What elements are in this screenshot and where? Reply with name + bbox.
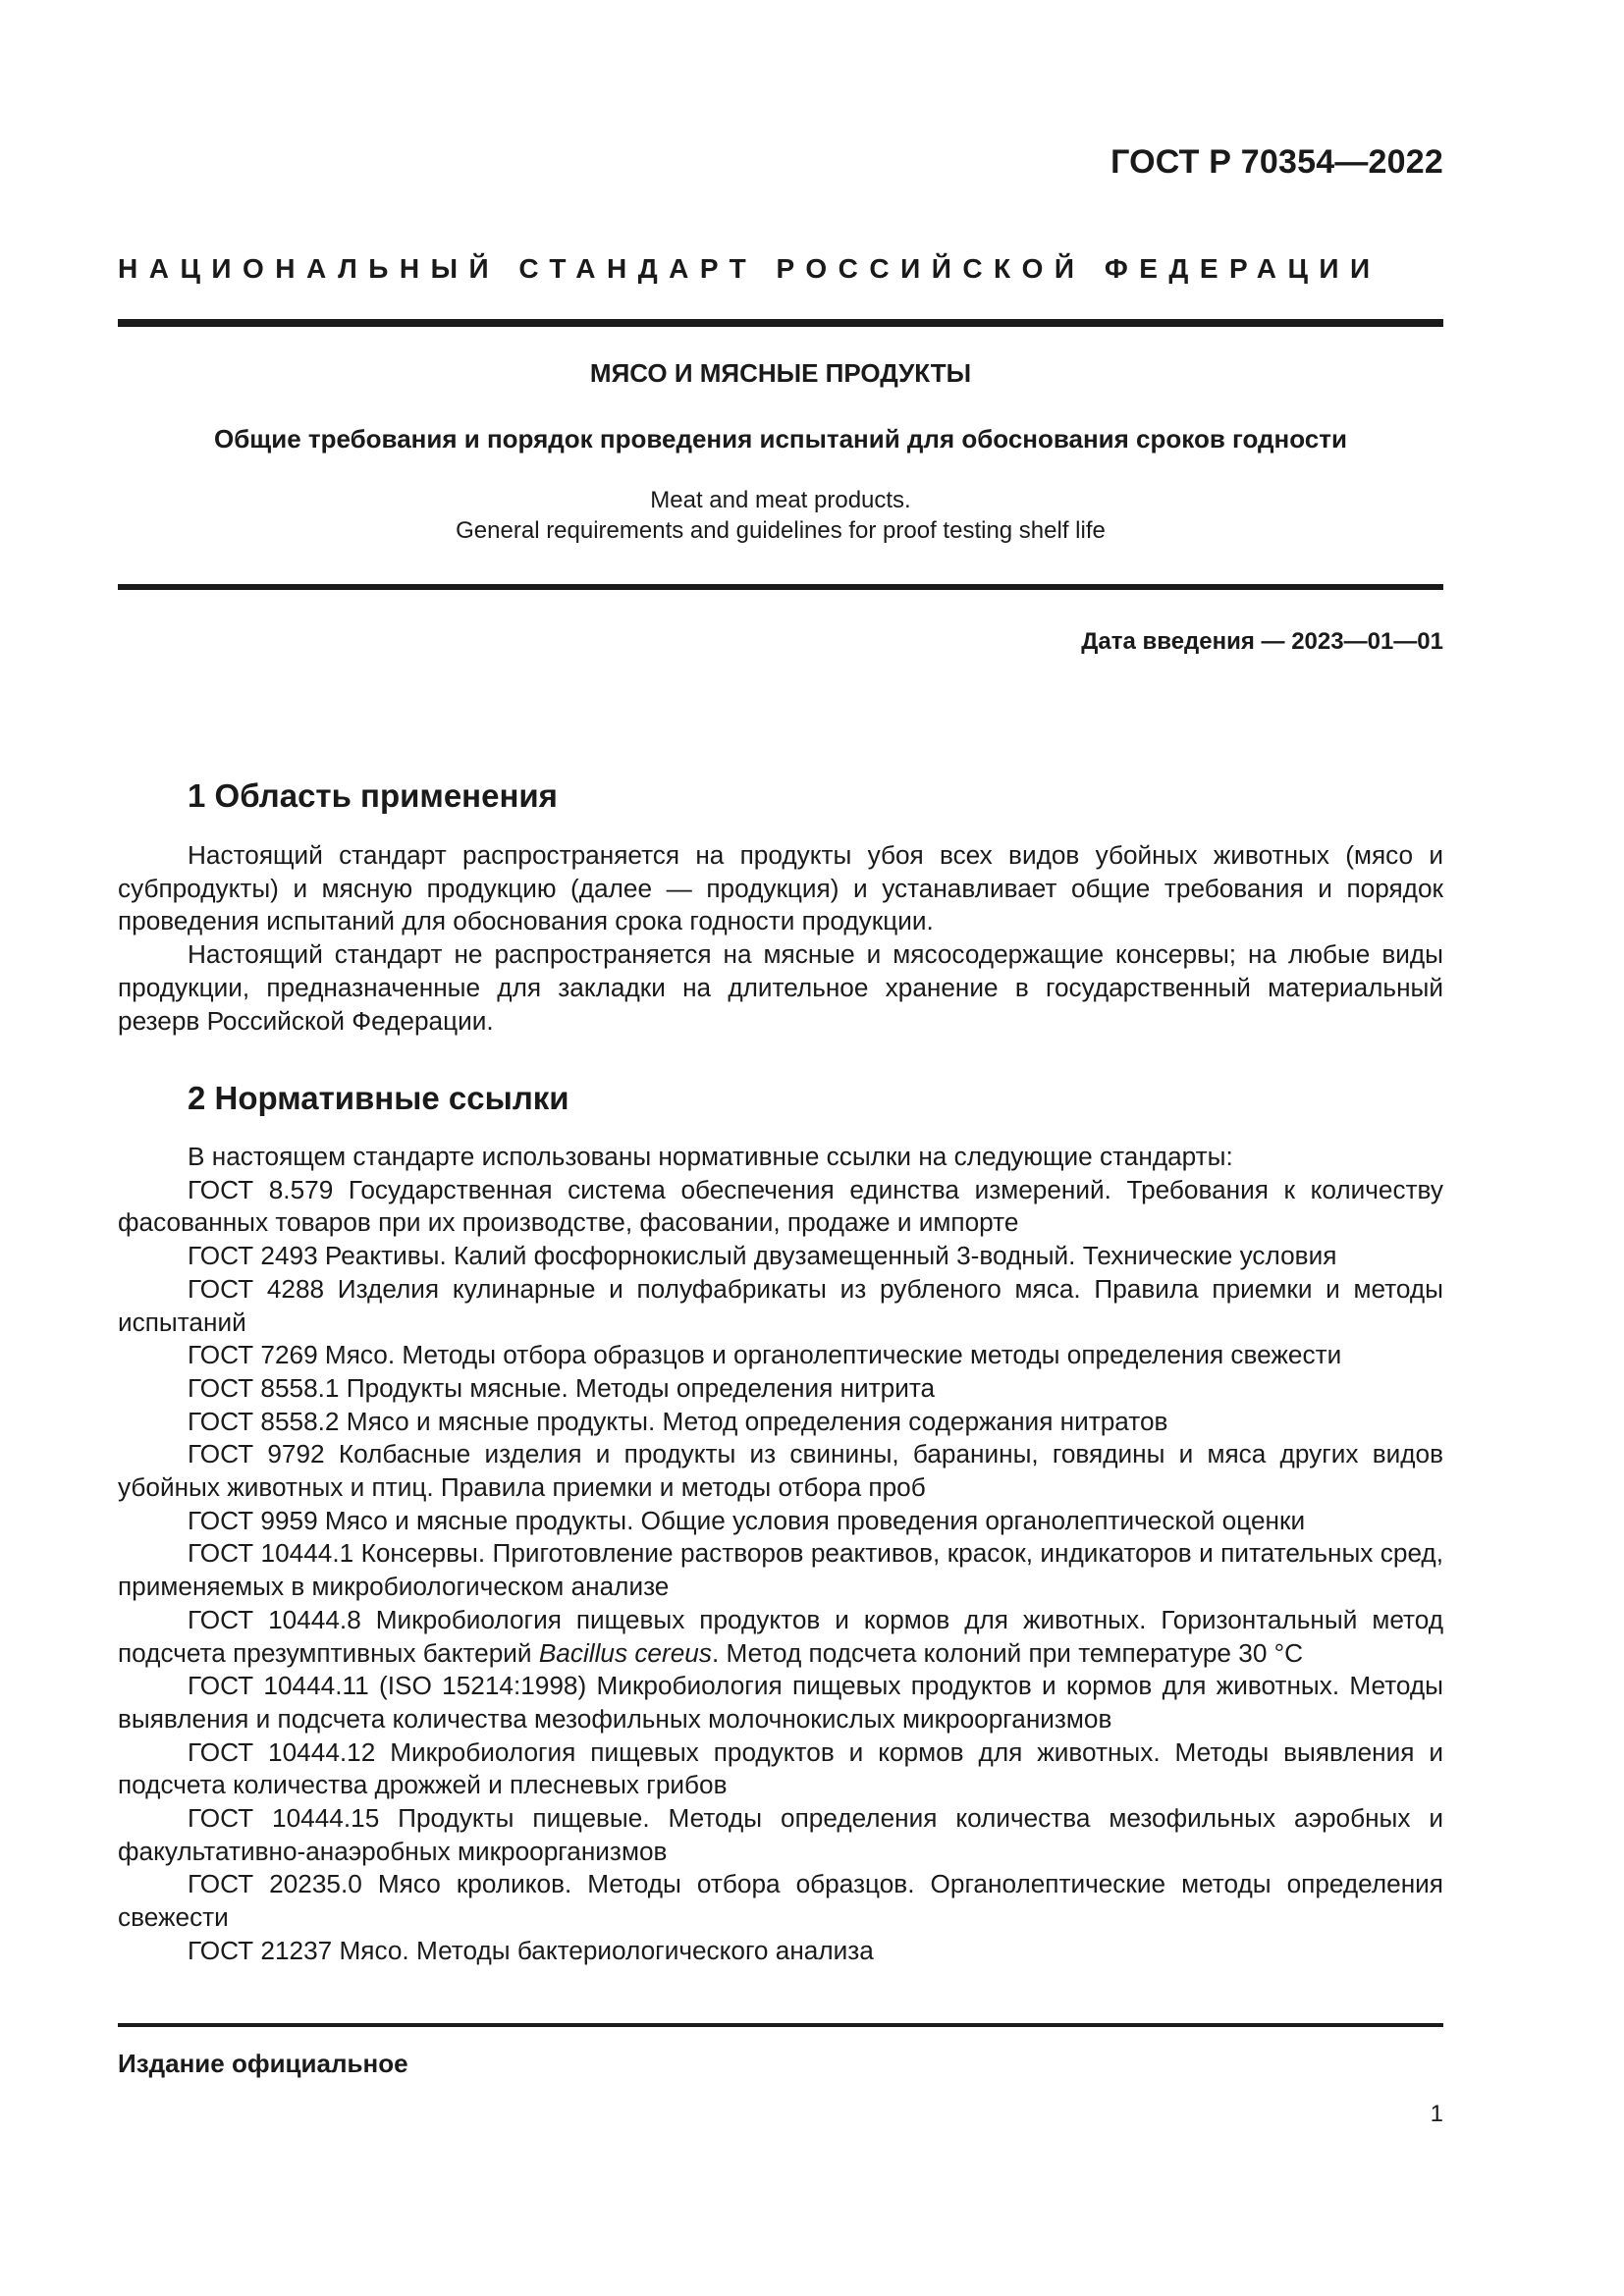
ref-text-after: . Метод подсчета колоний при температуре 30 °С: [711, 1637, 1304, 1668]
english-title: [118, 485, 1443, 546]
ref-species-italic: Bacillus cereus: [538, 1637, 712, 1668]
reference-item: ГОСТ 21237 Мясо. Методы бактериологического анализа: [188, 1935, 874, 1965]
reference-item: ГОСТ 9959 Мясо и мясные продукты. Общие условия проведения органолептической оценки: [188, 1505, 1306, 1535]
reference-item: ГОСТ 10444.15 Продукты пищевые. Методы определения количества мезофильных аэробных и факультативно-анаэробных микроорганизмов: [118, 1803, 1443, 1866]
section-1-heading: 1 Область применения: [188, 777, 558, 814]
section-2-heading: 2 Нормативные ссылки: [188, 1080, 569, 1116]
document-title: МЯСО И МЯСНЫЕ ПРОДУКТЫ: [589, 358, 972, 388]
page-number: 1: [1430, 2101, 1443, 2127]
section-2-body: [118, 1141, 1443, 1968]
top-rule: [118, 319, 1443, 327]
reference-item: ГОСТ 20235.0 Мясо кроликов. Методы отбора образцов. Органолептические методы определения свежести: [118, 1869, 1443, 1933]
reference-item: ГОСТ 8.579 Государственная система обеспечения единства измерений. Требования к количеству фасованных товаров при их производстве, фасовании, продаже и импорте: [118, 1174, 1443, 1238]
reference-item: ГОСТ 8558.1 Продукты мясные. Методы определения нитрита: [188, 1372, 936, 1403]
reference-item: ГОСТ 10444.11 (ISO 15214:1998) Микробиология пищевых продуктов и кормов для животных. Методы выявления и подсчета количества мезофильных молочнокислых микроорганизмов: [118, 1671, 1443, 1734]
english-title-line-1: Meat and meat products.: [650, 487, 911, 513]
document-subtitle: Общие требования и порядок проведения испытаний для обоснования сроков годности: [214, 424, 1347, 454]
section-1-body: [118, 839, 1443, 1038]
reference-item: ГОСТ 4288 Изделия кулинарные и полуфабрикаты из рубленого мяса. Правила приемки и методы испытаний: [118, 1273, 1443, 1337]
introduction-date: Дата введения — 2023—01—01: [1081, 628, 1443, 655]
reference-item: ГОСТ 10444.1 Консервы. Приготовление растворов реактивов, красок, индикаторов и питательных сред, применяемых в микробиологическом анализе: [118, 1538, 1443, 1602]
national-standard-banner: НАЦИОНАЛЬНЫЙ СТАНДАРТ РОССИЙСКОЙ ФЕДЕРАЦИИ: [118, 253, 1381, 284]
reference-item: ГОСТ 9792 Колбасные изделия и продукты из свинины, баранины, говядины и мяса других видов убойных животных и птиц. Правила приемки и методы отбора проб: [118, 1439, 1443, 1503]
footer-rule: [118, 2023, 1443, 2027]
scope-paragraph: Настоящий стандарт распространяется на продукты убоя всех видов убойных животных (мясо и субпродукты) и мясную продукцию (далее — продукция) и устанавливает общие требования и порядок проведения испытаний для обоснования срока годности продукции.: [118, 840, 1443, 936]
references-intro: В настоящем стандарте использованы нормативные ссылки на следующие стандарты:: [188, 1142, 1233, 1171]
ref-text-before: ГОСТ 10444.8 Микробиология пищевых продуктов и кормов для животных. Горизонтальный метод подсчета презумптивных бактерий: [118, 1604, 1443, 1668]
title-rule: [118, 584, 1443, 590]
scope-paragraph: Настоящий стандарт не распространяется на мясные и мясосодержащие консервы; на любые виды продукции, предназначенные для закладки на длительное хранение в государственный материальный резерв Российской Федерации.: [118, 939, 1443, 1036]
standard-number: ГОСТ Р 70354—2022: [1110, 143, 1443, 181]
official-edition-label: Издание официальное: [118, 2049, 408, 2078]
reference-item: ГОСТ 7269 Мясо. Методы отбора образцов и органолептические методы определения свежести: [188, 1340, 1342, 1370]
english-title-line-2: General requirements and guidelines for proof testing shelf life: [456, 517, 1106, 544]
reference-item: ГОСТ 8558.2 Мясо и мясные продукты. Метод определения содержания нитратов: [188, 1406, 1168, 1436]
reference-item: ГОСТ 2493 Реактивы. Калий фосфорнокислый двузамещенный 3-водный. Технические условия: [188, 1241, 1337, 1271]
reference-item: ГОСТ 10444.12 Микробиология пищевых продуктов и кормов для животных. Методы выявления и подсчета количества дрожжей и плесневых грибов: [118, 1736, 1443, 1800]
reference-item-bacillus: [118, 1604, 1443, 1670]
